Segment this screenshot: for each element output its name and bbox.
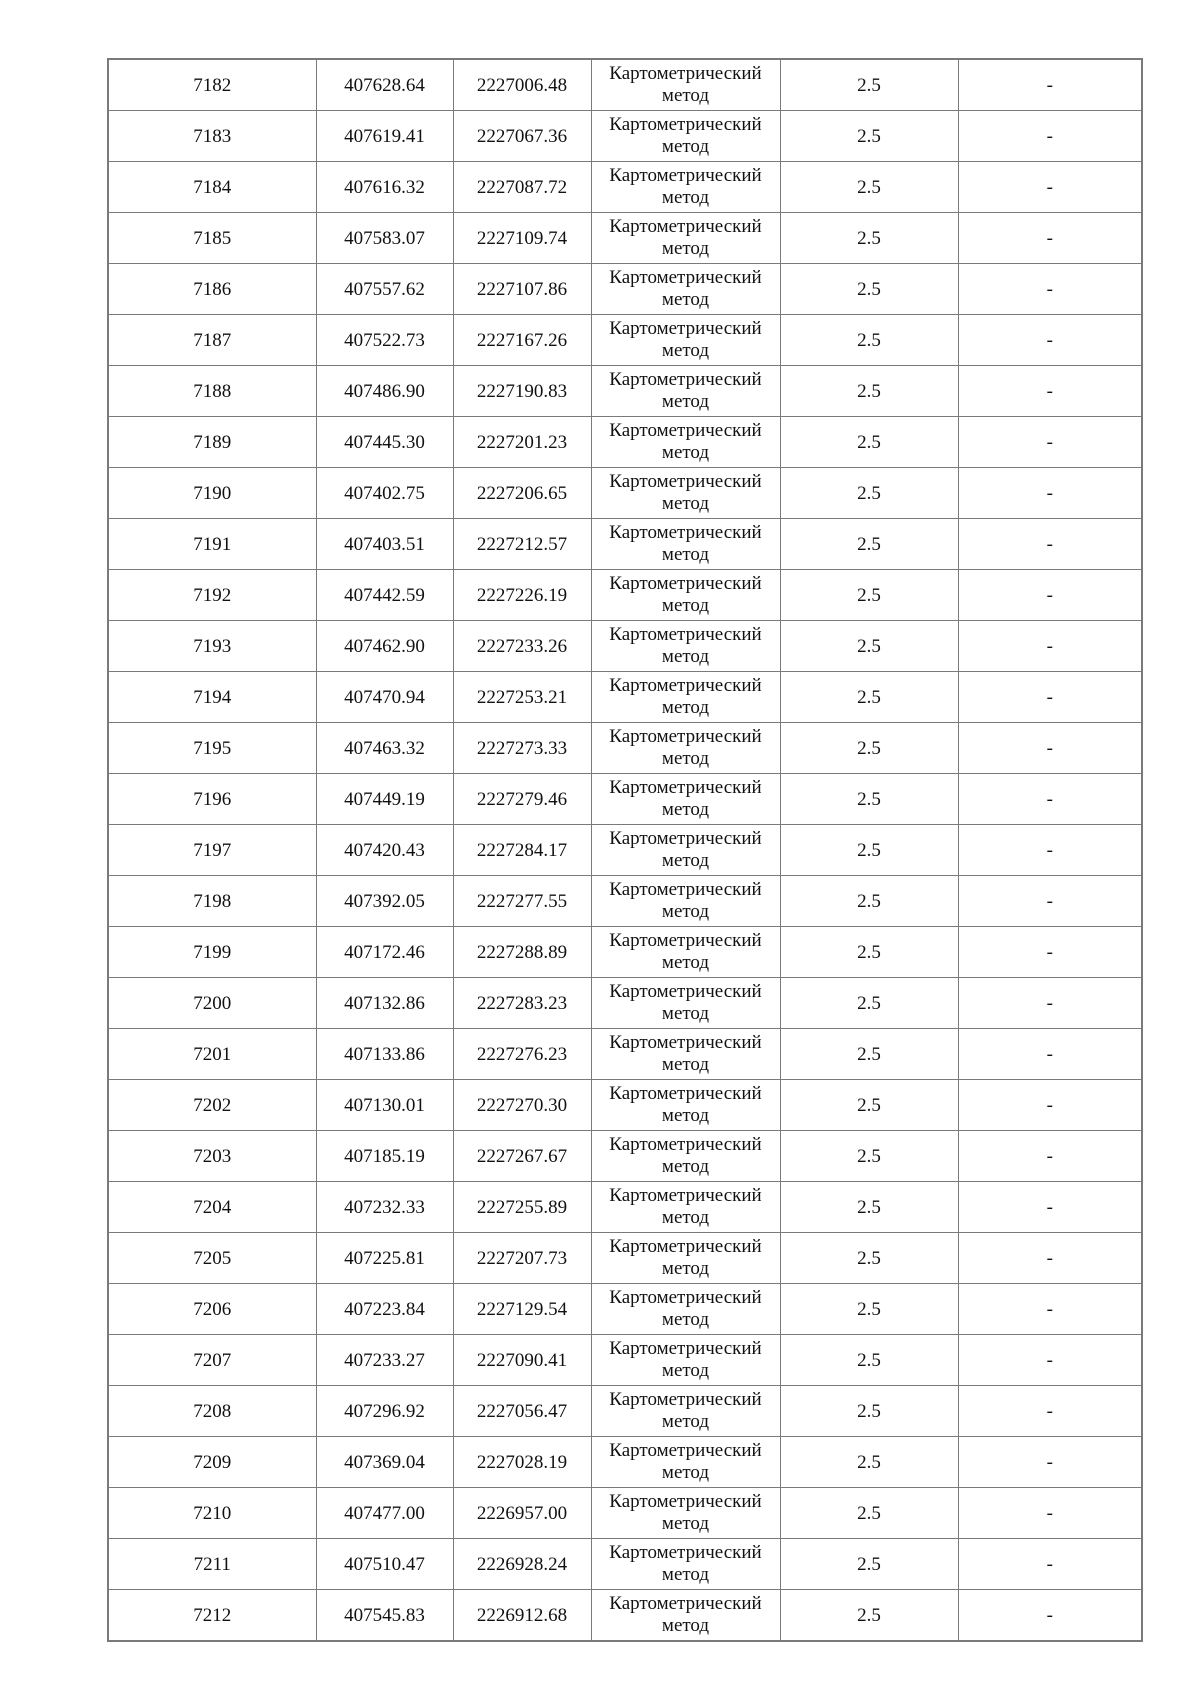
method-line-1: Картометрический bbox=[609, 1083, 762, 1104]
method-cell bbox=[591, 213, 780, 264]
accuracy-cell: 2.5 bbox=[780, 213, 958, 264]
method-cell bbox=[591, 570, 780, 621]
note-cell: - bbox=[958, 1029, 1142, 1080]
note-cell: - bbox=[958, 468, 1142, 519]
x-coordinate-cell: 407545.83 bbox=[316, 1590, 453, 1642]
note-cell: - bbox=[958, 825, 1142, 876]
y-coordinate-cell: 2227284.17 bbox=[453, 825, 591, 876]
x-coordinate-cell: 407462.90 bbox=[316, 621, 453, 672]
y-coordinate-cell: 2227276.23 bbox=[453, 1029, 591, 1080]
accuracy-cell: 2.5 bbox=[780, 1488, 958, 1539]
point-number-cell: 7182 bbox=[108, 59, 316, 111]
method-line-1: Картометрический bbox=[609, 165, 762, 186]
method-cell bbox=[591, 468, 780, 519]
table-row bbox=[108, 1284, 1142, 1335]
note-cell: - bbox=[958, 264, 1142, 315]
x-coordinate-cell: 407185.19 bbox=[316, 1131, 453, 1182]
accuracy-cell: 2.5 bbox=[780, 1182, 958, 1233]
note-cell: - bbox=[958, 1488, 1142, 1539]
x-coordinate-cell: 407296.92 bbox=[316, 1386, 453, 1437]
table-row bbox=[108, 825, 1142, 876]
method-line-2: метод bbox=[661, 1207, 710, 1228]
note-cell: - bbox=[958, 978, 1142, 1029]
method-line-1: Картометрический bbox=[609, 1032, 762, 1053]
note-cell: - bbox=[958, 1437, 1142, 1488]
method-line-1: Картометрический bbox=[609, 675, 762, 696]
accuracy-cell: 2.5 bbox=[780, 162, 958, 213]
method-line-2: метод bbox=[661, 1615, 710, 1636]
point-number-cell: 7193 bbox=[108, 621, 316, 672]
table-row bbox=[108, 1437, 1142, 1488]
note-cell: - bbox=[958, 366, 1142, 417]
table-row bbox=[108, 1029, 1142, 1080]
method-cell bbox=[591, 162, 780, 213]
method-line-1: Картометрический bbox=[609, 981, 762, 1002]
method-line-1: Картометрический bbox=[609, 1491, 762, 1512]
method-line-2: метод bbox=[661, 544, 710, 565]
method-line-2: метод bbox=[661, 952, 710, 973]
point-number-cell: 7198 bbox=[108, 876, 316, 927]
table-row bbox=[108, 1335, 1142, 1386]
note-cell: - bbox=[958, 927, 1142, 978]
accuracy-cell: 2.5 bbox=[780, 111, 958, 162]
method-cell bbox=[591, 1539, 780, 1590]
method-line-1: Картометрический bbox=[609, 930, 762, 951]
x-coordinate-cell: 407477.00 bbox=[316, 1488, 453, 1539]
method-line-1: Картометрический bbox=[609, 1440, 762, 1461]
note-cell: - bbox=[958, 723, 1142, 774]
x-coordinate-cell: 407420.43 bbox=[316, 825, 453, 876]
y-coordinate-cell: 2226912.68 bbox=[453, 1590, 591, 1642]
table-row bbox=[108, 927, 1142, 978]
table-row bbox=[108, 1386, 1142, 1437]
method-line-2: метод bbox=[661, 799, 710, 820]
x-coordinate-cell: 407510.47 bbox=[316, 1539, 453, 1590]
table-row bbox=[108, 1131, 1142, 1182]
method-cell bbox=[591, 1029, 780, 1080]
method-line-1: Картометрический bbox=[609, 522, 762, 543]
accuracy-cell: 2.5 bbox=[780, 1386, 958, 1437]
accuracy-cell: 2.5 bbox=[780, 315, 958, 366]
method-cell bbox=[591, 1080, 780, 1131]
method-line-2: метод bbox=[661, 85, 710, 106]
note-cell: - bbox=[958, 111, 1142, 162]
note-cell: - bbox=[958, 1131, 1142, 1182]
point-number-cell: 7208 bbox=[108, 1386, 316, 1437]
x-coordinate-cell: 407522.73 bbox=[316, 315, 453, 366]
point-number-cell: 7187 bbox=[108, 315, 316, 366]
point-number-cell: 7190 bbox=[108, 468, 316, 519]
y-coordinate-cell: 2227006.48 bbox=[453, 59, 591, 111]
accuracy-cell: 2.5 bbox=[780, 264, 958, 315]
accuracy-cell: 2.5 bbox=[780, 927, 958, 978]
method-cell bbox=[591, 927, 780, 978]
method-line-1: Картометрический bbox=[609, 1134, 762, 1155]
point-number-cell: 7199 bbox=[108, 927, 316, 978]
x-coordinate-cell: 407133.86 bbox=[316, 1029, 453, 1080]
method-line-1: Картометрический bbox=[609, 1287, 762, 1308]
point-number-cell: 7212 bbox=[108, 1590, 316, 1642]
method-cell bbox=[591, 1284, 780, 1335]
method-cell bbox=[591, 1335, 780, 1386]
accuracy-cell: 2.5 bbox=[780, 1233, 958, 1284]
y-coordinate-cell: 2227226.19 bbox=[453, 570, 591, 621]
accuracy-cell: 2.5 bbox=[780, 1590, 958, 1642]
method-line-1: Картометрический bbox=[609, 420, 762, 441]
y-coordinate-cell: 2227109.74 bbox=[453, 213, 591, 264]
table-row bbox=[108, 162, 1142, 213]
method-cell bbox=[591, 1386, 780, 1437]
accuracy-cell: 2.5 bbox=[780, 876, 958, 927]
method-cell bbox=[591, 59, 780, 111]
method-cell bbox=[591, 1131, 780, 1182]
accuracy-cell: 2.5 bbox=[780, 1131, 958, 1182]
point-number-cell: 7194 bbox=[108, 672, 316, 723]
note-cell: - bbox=[958, 519, 1142, 570]
method-cell bbox=[591, 621, 780, 672]
note-cell: - bbox=[958, 774, 1142, 825]
table-row bbox=[108, 213, 1142, 264]
table-row bbox=[108, 111, 1142, 162]
table-row bbox=[108, 672, 1142, 723]
x-coordinate-cell: 407402.75 bbox=[316, 468, 453, 519]
table-row bbox=[108, 315, 1142, 366]
note-cell: - bbox=[958, 1284, 1142, 1335]
table-row bbox=[108, 1182, 1142, 1233]
note-cell: - bbox=[958, 315, 1142, 366]
method-cell bbox=[591, 1437, 780, 1488]
method-line-2: метод bbox=[661, 493, 710, 514]
y-coordinate-cell: 2226928.24 bbox=[453, 1539, 591, 1590]
y-coordinate-cell: 2227107.86 bbox=[453, 264, 591, 315]
method-cell bbox=[591, 1182, 780, 1233]
note-cell: - bbox=[958, 1080, 1142, 1131]
method-line-2: метод bbox=[661, 340, 710, 361]
point-number-cell: 7204 bbox=[108, 1182, 316, 1233]
accuracy-cell: 2.5 bbox=[780, 1029, 958, 1080]
method-line-2: метод bbox=[661, 1258, 710, 1279]
x-coordinate-cell: 407619.41 bbox=[316, 111, 453, 162]
point-number-cell: 7203 bbox=[108, 1131, 316, 1182]
y-coordinate-cell: 2227255.89 bbox=[453, 1182, 591, 1233]
point-number-cell: 7209 bbox=[108, 1437, 316, 1488]
point-number-cell: 7202 bbox=[108, 1080, 316, 1131]
method-line-1: Картометрический bbox=[609, 1338, 762, 1359]
method-cell bbox=[591, 264, 780, 315]
x-coordinate-cell: 407445.30 bbox=[316, 417, 453, 468]
method-line-2: метод bbox=[661, 1156, 710, 1177]
method-line-1: Картометрический bbox=[609, 1593, 762, 1614]
y-coordinate-cell: 2227201.23 bbox=[453, 417, 591, 468]
method-line-2: метод bbox=[661, 1054, 710, 1075]
accuracy-cell: 2.5 bbox=[780, 723, 958, 774]
y-coordinate-cell: 2227028.19 bbox=[453, 1437, 591, 1488]
point-number-cell: 7196 bbox=[108, 774, 316, 825]
point-number-cell: 7195 bbox=[108, 723, 316, 774]
method-cell bbox=[591, 672, 780, 723]
accuracy-cell: 2.5 bbox=[780, 366, 958, 417]
point-number-cell: 7197 bbox=[108, 825, 316, 876]
method-line-2: метод bbox=[661, 901, 710, 922]
point-number-cell: 7184 bbox=[108, 162, 316, 213]
method-line-1: Картометрический bbox=[609, 573, 762, 594]
accuracy-cell: 2.5 bbox=[780, 774, 958, 825]
note-cell: - bbox=[958, 876, 1142, 927]
y-coordinate-cell: 2227190.83 bbox=[453, 366, 591, 417]
y-coordinate-cell: 2227167.26 bbox=[453, 315, 591, 366]
method-cell bbox=[591, 1590, 780, 1642]
point-number-cell: 7206 bbox=[108, 1284, 316, 1335]
x-coordinate-cell: 407628.64 bbox=[316, 59, 453, 111]
point-number-cell: 7186 bbox=[108, 264, 316, 315]
method-cell bbox=[591, 519, 780, 570]
accuracy-cell: 2.5 bbox=[780, 621, 958, 672]
method-line-1: Картометрический bbox=[609, 1389, 762, 1410]
accuracy-cell: 2.5 bbox=[780, 672, 958, 723]
table-row bbox=[108, 876, 1142, 927]
method-line-1: Картометрический bbox=[609, 369, 762, 390]
table-row bbox=[108, 621, 1142, 672]
method-line-2: метод bbox=[661, 646, 710, 667]
method-line-2: метод bbox=[661, 1513, 710, 1534]
y-coordinate-cell: 2227129.54 bbox=[453, 1284, 591, 1335]
point-number-cell: 7200 bbox=[108, 978, 316, 1029]
table-row bbox=[108, 1590, 1142, 1642]
note-cell: - bbox=[958, 59, 1142, 111]
method-cell bbox=[591, 723, 780, 774]
accuracy-cell: 2.5 bbox=[780, 1437, 958, 1488]
note-cell: - bbox=[958, 162, 1142, 213]
x-coordinate-cell: 407583.07 bbox=[316, 213, 453, 264]
x-coordinate-cell: 407172.46 bbox=[316, 927, 453, 978]
accuracy-cell: 2.5 bbox=[780, 417, 958, 468]
point-number-cell: 7207 bbox=[108, 1335, 316, 1386]
accuracy-cell: 2.5 bbox=[780, 978, 958, 1029]
method-line-2: метод bbox=[661, 1564, 710, 1585]
point-number-cell: 7188 bbox=[108, 366, 316, 417]
method-line-2: метод bbox=[661, 748, 710, 769]
table-row bbox=[108, 264, 1142, 315]
x-coordinate-cell: 407132.86 bbox=[316, 978, 453, 1029]
method-cell bbox=[591, 978, 780, 1029]
table-row bbox=[108, 468, 1142, 519]
table-row bbox=[108, 59, 1142, 111]
method-line-1: Картометрический bbox=[609, 777, 762, 798]
note-cell: - bbox=[958, 1335, 1142, 1386]
method-cell bbox=[591, 111, 780, 162]
method-line-2: метод bbox=[661, 391, 710, 412]
table-row bbox=[108, 519, 1142, 570]
accuracy-cell: 2.5 bbox=[780, 519, 958, 570]
accuracy-cell: 2.5 bbox=[780, 1335, 958, 1386]
method-line-1: Картометрический bbox=[609, 1542, 762, 1563]
y-coordinate-cell: 2227273.33 bbox=[453, 723, 591, 774]
point-number-cell: 7211 bbox=[108, 1539, 316, 1590]
table-row bbox=[108, 1488, 1142, 1539]
method-cell bbox=[591, 366, 780, 417]
method-line-1: Картометрический bbox=[609, 267, 762, 288]
note-cell: - bbox=[958, 1386, 1142, 1437]
note-cell: - bbox=[958, 1233, 1142, 1284]
x-coordinate-cell: 407486.90 bbox=[316, 366, 453, 417]
y-coordinate-cell: 2227279.46 bbox=[453, 774, 591, 825]
note-cell: - bbox=[958, 1590, 1142, 1642]
y-coordinate-cell: 2227206.65 bbox=[453, 468, 591, 519]
point-number-cell: 7189 bbox=[108, 417, 316, 468]
method-line-1: Картометрический bbox=[609, 216, 762, 237]
table-row bbox=[108, 774, 1142, 825]
method-cell bbox=[591, 825, 780, 876]
x-coordinate-cell: 407449.19 bbox=[316, 774, 453, 825]
y-coordinate-cell: 2227233.26 bbox=[453, 621, 591, 672]
note-cell: - bbox=[958, 621, 1142, 672]
method-line-2: метод bbox=[661, 1309, 710, 1330]
y-coordinate-cell: 2227207.73 bbox=[453, 1233, 591, 1284]
note-cell: - bbox=[958, 672, 1142, 723]
point-number-cell: 7185 bbox=[108, 213, 316, 264]
method-line-1: Картометрический bbox=[609, 828, 762, 849]
table-row bbox=[108, 417, 1142, 468]
y-coordinate-cell: 2227283.23 bbox=[453, 978, 591, 1029]
accuracy-cell: 2.5 bbox=[780, 570, 958, 621]
point-number-cell: 7201 bbox=[108, 1029, 316, 1080]
note-cell: - bbox=[958, 1539, 1142, 1590]
y-coordinate-cell: 2227087.72 bbox=[453, 162, 591, 213]
x-coordinate-cell: 407403.51 bbox=[316, 519, 453, 570]
x-coordinate-cell: 407470.94 bbox=[316, 672, 453, 723]
note-cell: - bbox=[958, 570, 1142, 621]
method-line-2: метод bbox=[661, 1411, 710, 1432]
method-line-2: метод bbox=[661, 187, 710, 208]
table-row bbox=[108, 1233, 1142, 1284]
x-coordinate-cell: 407130.01 bbox=[316, 1080, 453, 1131]
table-row bbox=[108, 978, 1142, 1029]
x-coordinate-cell: 407442.59 bbox=[316, 570, 453, 621]
y-coordinate-cell: 2227067.36 bbox=[453, 111, 591, 162]
method-line-1: Картометрический bbox=[609, 726, 762, 747]
table-body bbox=[108, 59, 1142, 1641]
point-number-cell: 7205 bbox=[108, 1233, 316, 1284]
method-line-2: метод bbox=[661, 595, 710, 616]
method-line-1: Картометрический bbox=[609, 471, 762, 492]
point-number-cell: 7183 bbox=[108, 111, 316, 162]
point-number-cell: 7191 bbox=[108, 519, 316, 570]
method-cell bbox=[591, 1233, 780, 1284]
table-row bbox=[108, 723, 1142, 774]
point-number-cell: 7192 bbox=[108, 570, 316, 621]
method-line-1: Картометрический bbox=[609, 1236, 762, 1257]
method-line-2: метод bbox=[661, 1003, 710, 1024]
y-coordinate-cell: 2227267.67 bbox=[453, 1131, 591, 1182]
accuracy-cell: 2.5 bbox=[780, 825, 958, 876]
table-row bbox=[108, 570, 1142, 621]
method-line-2: метод bbox=[661, 850, 710, 871]
method-line-1: Картометрический bbox=[609, 63, 762, 84]
x-coordinate-cell: 407233.27 bbox=[316, 1335, 453, 1386]
note-cell: - bbox=[958, 417, 1142, 468]
y-coordinate-cell: 2227288.89 bbox=[453, 927, 591, 978]
y-coordinate-cell: 2227212.57 bbox=[453, 519, 591, 570]
y-coordinate-cell: 2227090.41 bbox=[453, 1335, 591, 1386]
method-line-2: метод bbox=[661, 1462, 710, 1483]
y-coordinate-cell: 2227277.55 bbox=[453, 876, 591, 927]
x-coordinate-cell: 407392.05 bbox=[316, 876, 453, 927]
y-coordinate-cell: 2227270.30 bbox=[453, 1080, 591, 1131]
method-line-1: Картометрический bbox=[609, 624, 762, 645]
method-cell bbox=[591, 774, 780, 825]
method-line-1: Картометрический bbox=[609, 879, 762, 900]
method-line-1: Картометрический bbox=[609, 114, 762, 135]
method-line-1: Картометрический bbox=[609, 318, 762, 339]
method-line-2: метод bbox=[661, 1105, 710, 1126]
table-row bbox=[108, 1080, 1142, 1131]
method-cell bbox=[591, 1488, 780, 1539]
accuracy-cell: 2.5 bbox=[780, 1284, 958, 1335]
x-coordinate-cell: 407225.81 bbox=[316, 1233, 453, 1284]
method-line-1: Картометрический bbox=[609, 1185, 762, 1206]
x-coordinate-cell: 407369.04 bbox=[316, 1437, 453, 1488]
table-row bbox=[108, 1539, 1142, 1590]
method-cell bbox=[591, 417, 780, 468]
accuracy-cell: 2.5 bbox=[780, 1539, 958, 1590]
method-line-2: метод bbox=[661, 442, 710, 463]
method-cell bbox=[591, 876, 780, 927]
coordinates-table bbox=[107, 58, 1143, 1642]
method-line-2: метод bbox=[661, 136, 710, 157]
x-coordinate-cell: 407463.32 bbox=[316, 723, 453, 774]
accuracy-cell: 2.5 bbox=[780, 468, 958, 519]
y-coordinate-cell: 2226957.00 bbox=[453, 1488, 591, 1539]
method-line-2: метод bbox=[661, 1360, 710, 1381]
x-coordinate-cell: 407232.33 bbox=[316, 1182, 453, 1233]
method-line-2: метод bbox=[661, 697, 710, 718]
table-row bbox=[108, 366, 1142, 417]
y-coordinate-cell: 2227056.47 bbox=[453, 1386, 591, 1437]
method-line-2: метод bbox=[661, 289, 710, 310]
accuracy-cell: 2.5 bbox=[780, 1080, 958, 1131]
method-cell bbox=[591, 315, 780, 366]
accuracy-cell: 2.5 bbox=[780, 59, 958, 111]
note-cell: - bbox=[958, 213, 1142, 264]
point-number-cell: 7210 bbox=[108, 1488, 316, 1539]
y-coordinate-cell: 2227253.21 bbox=[453, 672, 591, 723]
note-cell: - bbox=[958, 1182, 1142, 1233]
method-line-2: метод bbox=[661, 238, 710, 259]
x-coordinate-cell: 407223.84 bbox=[316, 1284, 453, 1335]
x-coordinate-cell: 407616.32 bbox=[316, 162, 453, 213]
x-coordinate-cell: 407557.62 bbox=[316, 264, 453, 315]
